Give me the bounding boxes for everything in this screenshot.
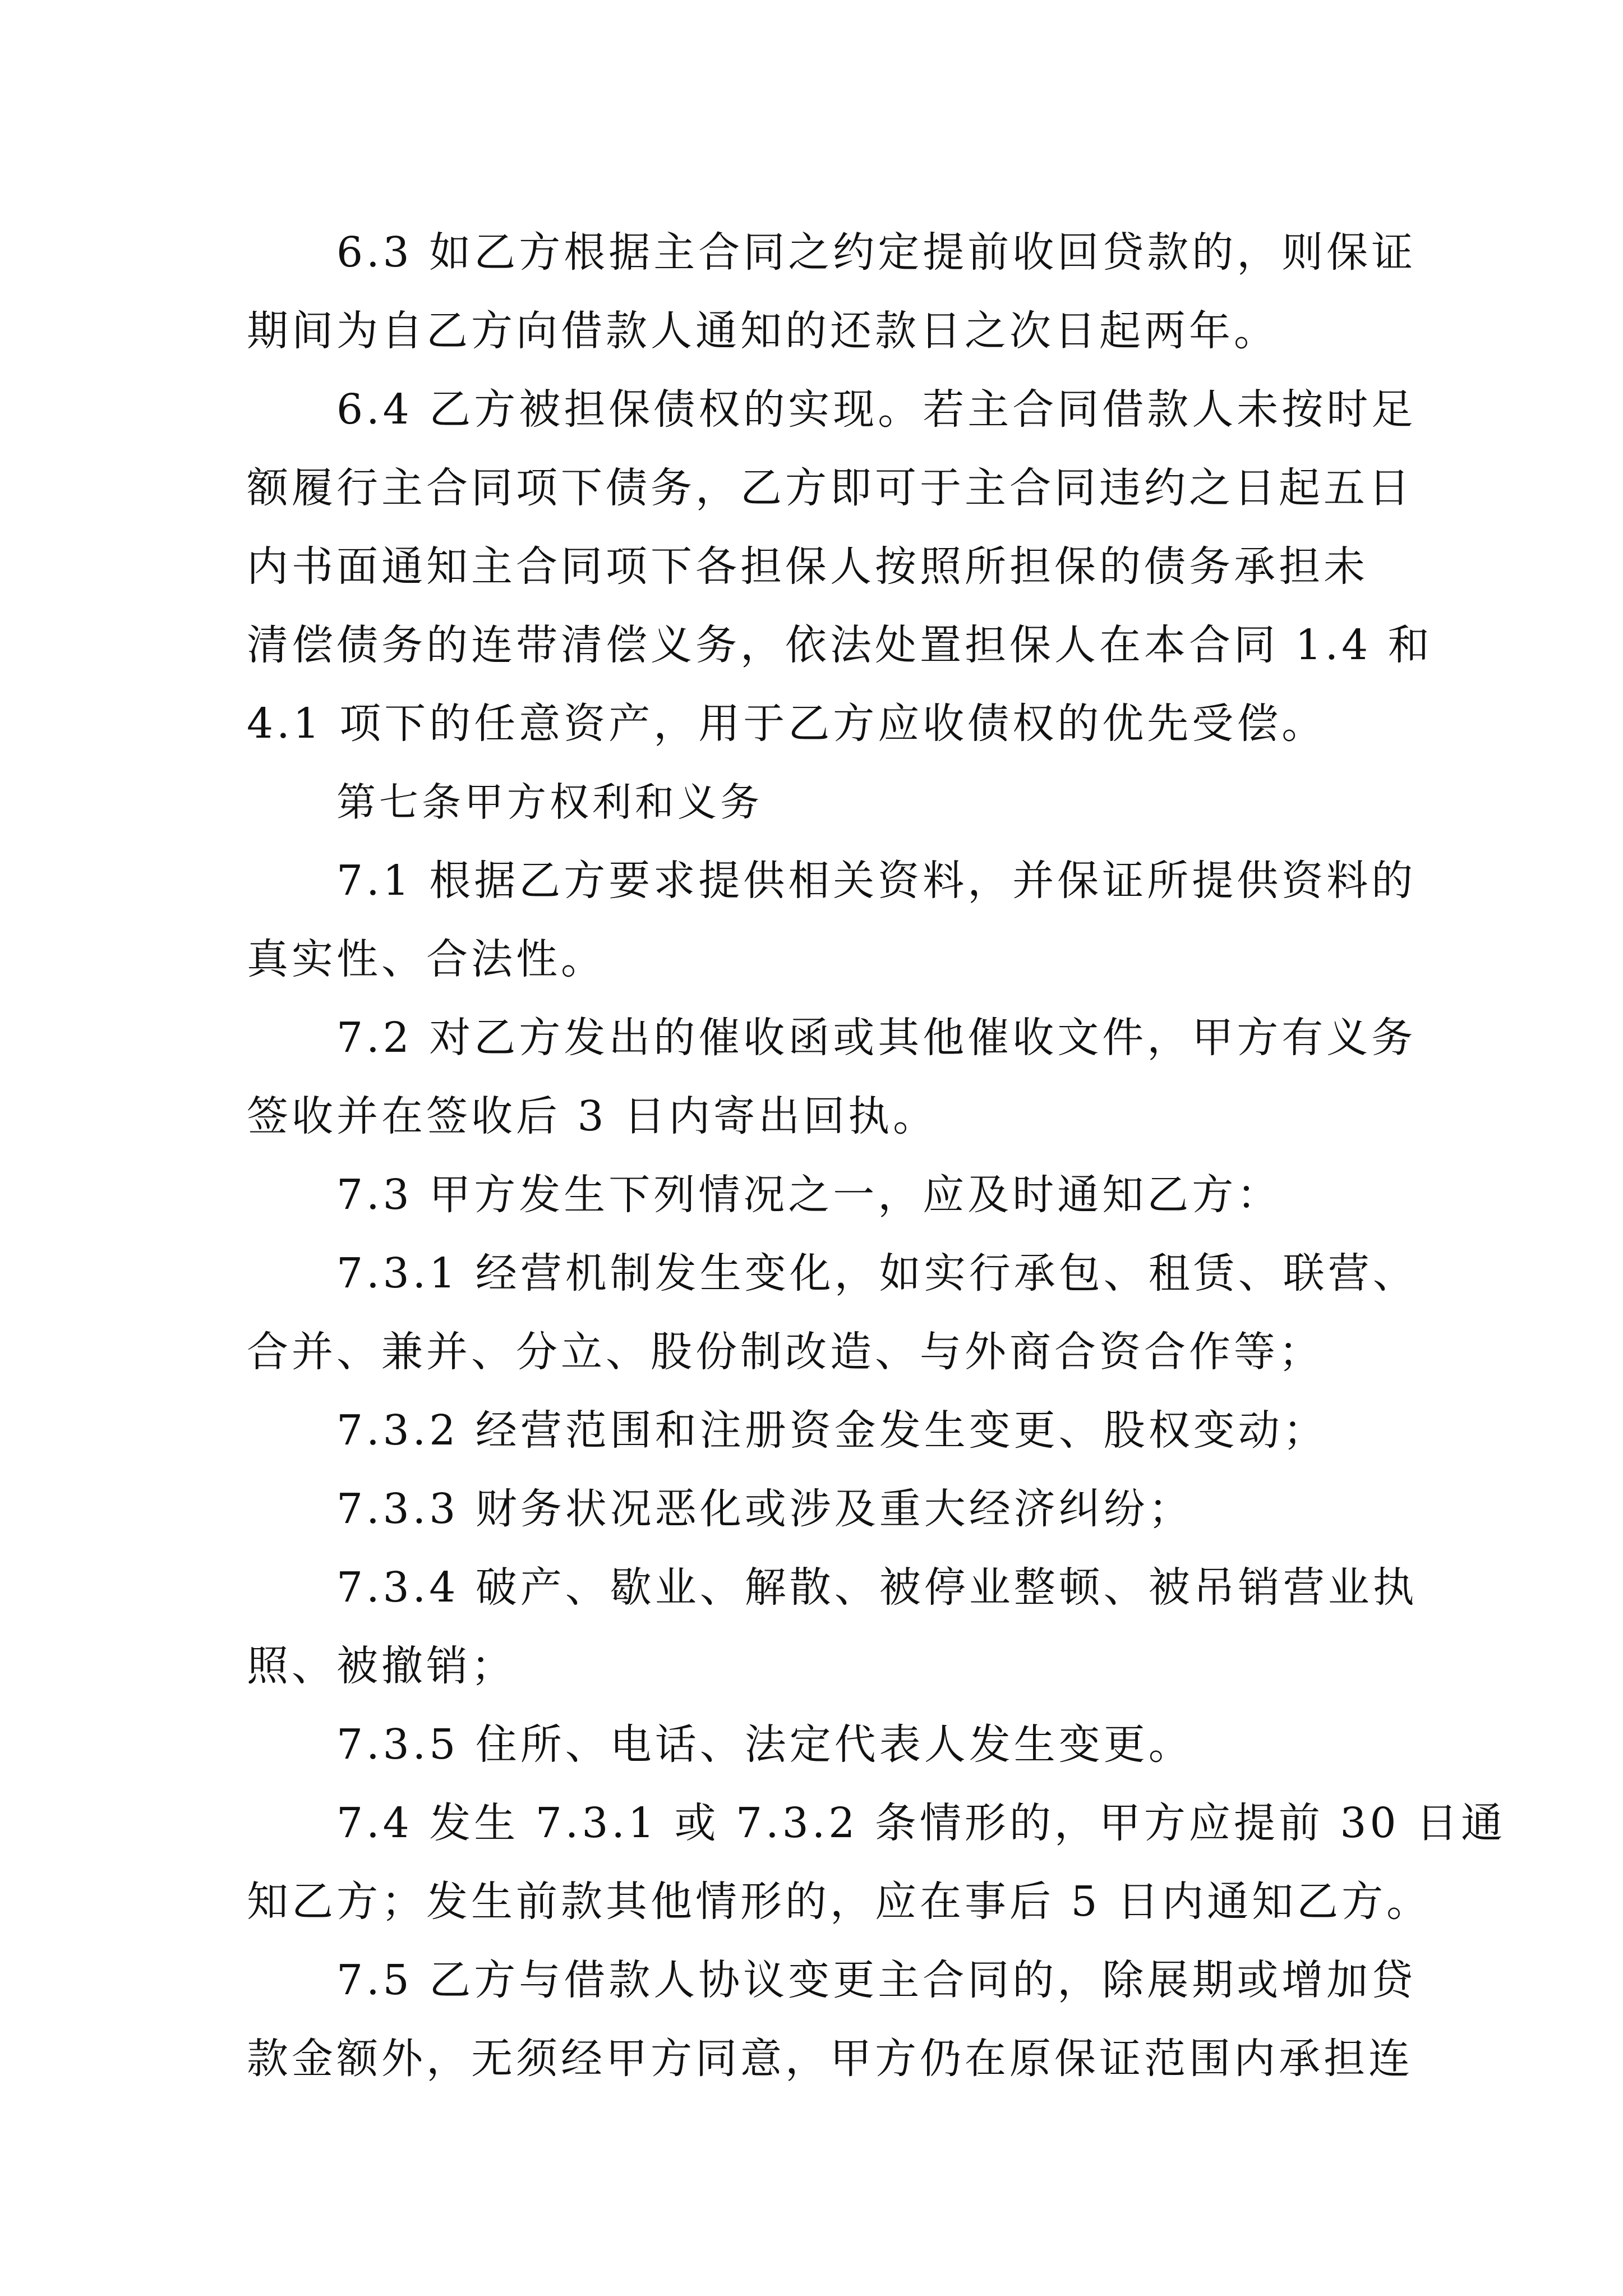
clause-7-2-line-1: 7.2 对乙方发出的催收函或其他催收文件，甲方有义务: [336, 1014, 1417, 1062]
clause-6-3-line-1: 6.3 如乙方根据主合同之约定提前收回贷款的，则保证: [336, 228, 1417, 277]
clause-7-1-line-2: 真实性、合法性。: [247, 935, 606, 983]
clause-6-4-line-3: 内书面通知主合同项下各担保人按照所担保的债务承担未: [247, 542, 1368, 591]
clause-7-3-5: 7.3.5 住所、电话、法定代表人发生变更。: [336, 1720, 1193, 1769]
clause-7-3-4-line-2: 照、被撤销；: [247, 1642, 516, 1690]
clause-6-4-line-2: 额履行主合同项下债务，乙方即可于主合同违约之日起五日: [247, 464, 1413, 512]
clause-7-2-line-2: 签收并在签收后 3 日内寄出回执。: [247, 1092, 938, 1140]
clause-7-3-1-line-2: 合并、兼并、分立、股份制改造、与外商合资合作等；: [247, 1328, 1324, 1376]
clause-7-3-4-line-1: 7.3.4 破产、歇业、解散、被停业整顿、被吊销营业执: [336, 1563, 1418, 1612]
article-7-heading: 第七条甲方权利和义务: [336, 779, 763, 825]
clause-6-4-line-4: 清偿债务的连带清偿义务，依法处置担保人在本合同 1.4 和: [247, 621, 1433, 669]
clause-7-3-3: 7.3.3 财务状况恶化或涉及重大经济纠纷；: [336, 1485, 1193, 1533]
clause-6-4-line-1: 6.4 乙方被担保债权的实现。若主合同借款人未按时足: [336, 385, 1417, 434]
clause-6-3-line-2: 期间为自乙方向借款人通知的还款日之次日起两年。: [247, 307, 1279, 355]
clause-7-3-1-line-1: 7.3.1 经营机制发生变化，如实行承包、租赁、联营、: [336, 1249, 1418, 1297]
clause-7-4-line-1: 7.4 发生 7.3.1 或 7.3.2 条情形的，甲方应提前 30 日通: [336, 1799, 1506, 1847]
clause-6-4-line-5: 4.1 项下的任意资产，用于乙方应收债权的优先受偿。: [247, 700, 1327, 748]
document-body: [247, 213, 1506, 2098]
clause-7-4-line-2: 知乙方；发生前款其他情形的，应在事后 5 日内通知乙方。: [247, 1878, 1432, 1926]
clause-7-5-line-2: 款金额外，无须经甲方同意，甲方仍在原保证范围内承担连: [247, 2035, 1413, 2083]
clause-7-1-line-1: 7.1 根据乙方要求提供相关资料，并保证所提供资料的: [336, 857, 1417, 905]
clause-7-5-line-1: 7.5 乙方与借款人协议变更主合同的，除展期或增加贷: [336, 1956, 1417, 2004]
clause-7-3: 7.3 甲方发生下列情况之一，应及时通知乙方：: [336, 1171, 1282, 1219]
clause-7-3-2: 7.3.2 经营范围和注册资金发生变更、股权变动；: [336, 1406, 1328, 1455]
